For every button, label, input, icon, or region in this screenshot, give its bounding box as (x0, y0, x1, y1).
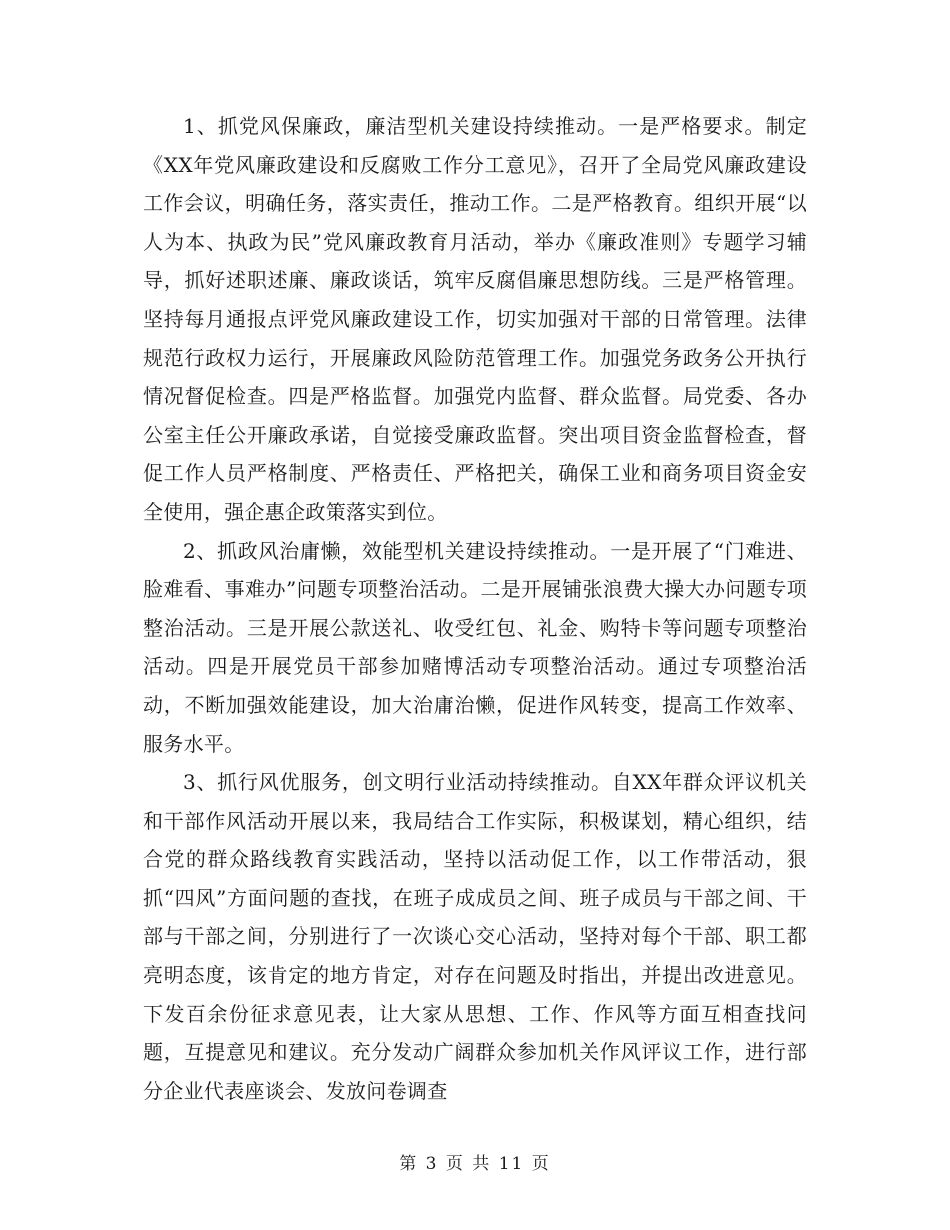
paragraph-3: 3、抓行风优服务，创文明行业活动持续推动。自XX年群众评议机关和干部作风活动开展以来，我局结合工作实际，积极谋划，精心组织，结合党的群众路线教育实践活动，坚持以活动促工作，以工作带活动，狠抓“四风”方面问题的查找，在班子成成员之间、班子成员与干部之间、干部与干部之间，分别进行了一次谈心交心活动，坚持对每个干部、职工都亮明态度，该肯定的地方肯定，对存在问题及时指出，并提出改进意见。下发百余份征求意见表，让大家从思想、工作、作风等方面互相查找问题，互提意见和建议。充分发动广阔群众参加机关作风评议工作，进行部分企业代表座谈会、发放问卷调查 (143, 770, 807, 1103)
page-number-footer: 第 3 页 共 11 页 (399, 1154, 551, 1174)
paragraph-1: 1、抓党风保廉政，廉洁型机关建设持续推动。一是严格要求。制定《XX年党风廉政建设和反腐败工作分工意见》，召开了全局党风廉政建设工作会议，明确任务，落实责任，推动工作。二是严格教育。组织开展“以人为本、执政为民”党风廉政教育月活动，举办《廉政准则》专题学习辅导，抓好述职述廉、廉政谈话，筑牢反腐倡廉思想防线。三是严格管理。坚持每月通报点评党风廉政建设工作，切实加强对干部的日常管理。法律规范行政权力运行，开展廉政风险防范管理工作。加强党务政务公开执行情况督促检查。四是严格监督。加强党内监督、群众监督。局党委、各办公室主任公开廉政承诺，自觉接受廉政监督。突出项目资金监督检查，督促工作人员严格制度、严格责任、严格把关，确保工业和商务项目资金安全使用，强企惠企政策落实到位。 (143, 114, 807, 524)
document-body (143, 107, 807, 1110)
paragraph-2: 2、抓政风治庸懒，效能型机关建设持续推动。一是开展了“门难进、脸难看、事难办”问题专项整治活动。二是开展铺张浪费大操大办问题专项整治活动。三是开展公款送礼、收受红包、礼金、购特卡等问题专项整治活动。四是开展党员干部参加赌博活动专项整治活动。通过专项整治活动，不断加强效能建设，加大治庸治懒，促进作风转变，提高工作效率、服务水平。 (143, 538, 807, 756)
